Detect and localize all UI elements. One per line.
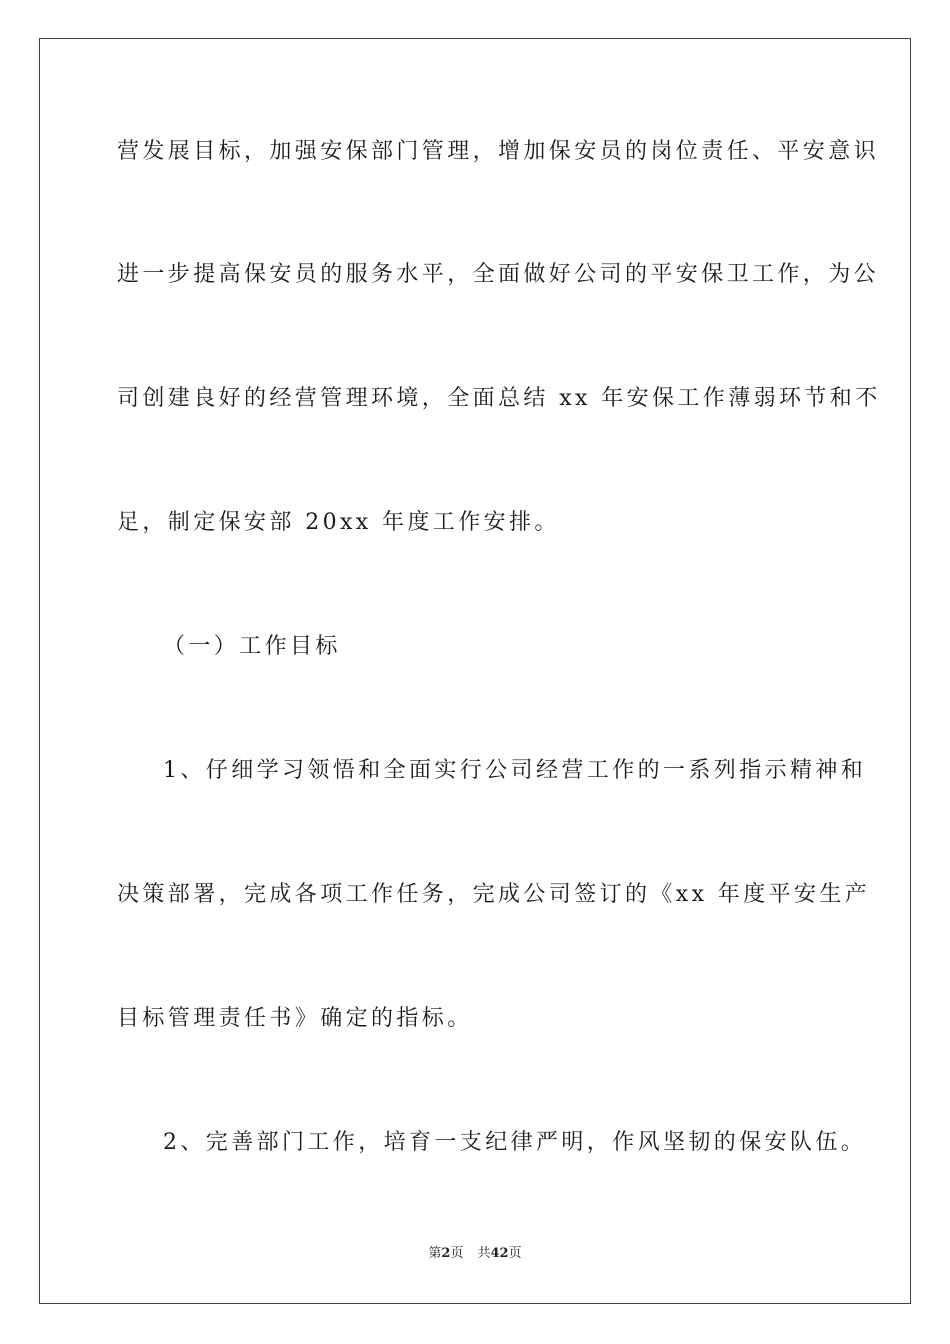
page-suffix: 页: [450, 1246, 464, 1261]
total-pages: 42: [490, 1246, 509, 1261]
page-prefix: 第: [428, 1246, 442, 1261]
section-heading: （一）工作目标: [163, 634, 341, 659]
paragraph-line: 足，制定保安部 20xx 年度工作安排。: [117, 510, 560, 535]
page-footer: [0, 1245, 950, 1263]
paragraph-line: 营发展目标，加强安保部门管理，增加保安员的岗位责任、平安意识: [117, 139, 880, 164]
paragraph-line: 进一步提高保安员的服务水平，全面做好公司的平安保卫工作，为公: [117, 262, 880, 287]
total-prefix: 共: [477, 1246, 491, 1261]
paragraph-line: 司创建良好的经营管理环境，全面总结 xx 年安保工作薄弱环节和不: [117, 386, 881, 411]
paragraph-line: 1、仔细学习领悟和全面实行公司经营工作的一系列指示精神和: [163, 758, 867, 783]
total-suffix: 页: [508, 1246, 522, 1261]
page-border: [39, 38, 911, 1304]
paragraph-line: 决策部署，完成各项工作任务，完成公司签订的《xx 年度平安生产: [117, 882, 871, 907]
page-number: 2: [441, 1246, 451, 1261]
paragraph-line: 2、完善部门工作，培育一支纪律严明，作风坚韧的保安队伍。: [163, 1130, 867, 1155]
paragraph-line: 目标管理责任书》确定的指标。: [117, 1006, 473, 1031]
